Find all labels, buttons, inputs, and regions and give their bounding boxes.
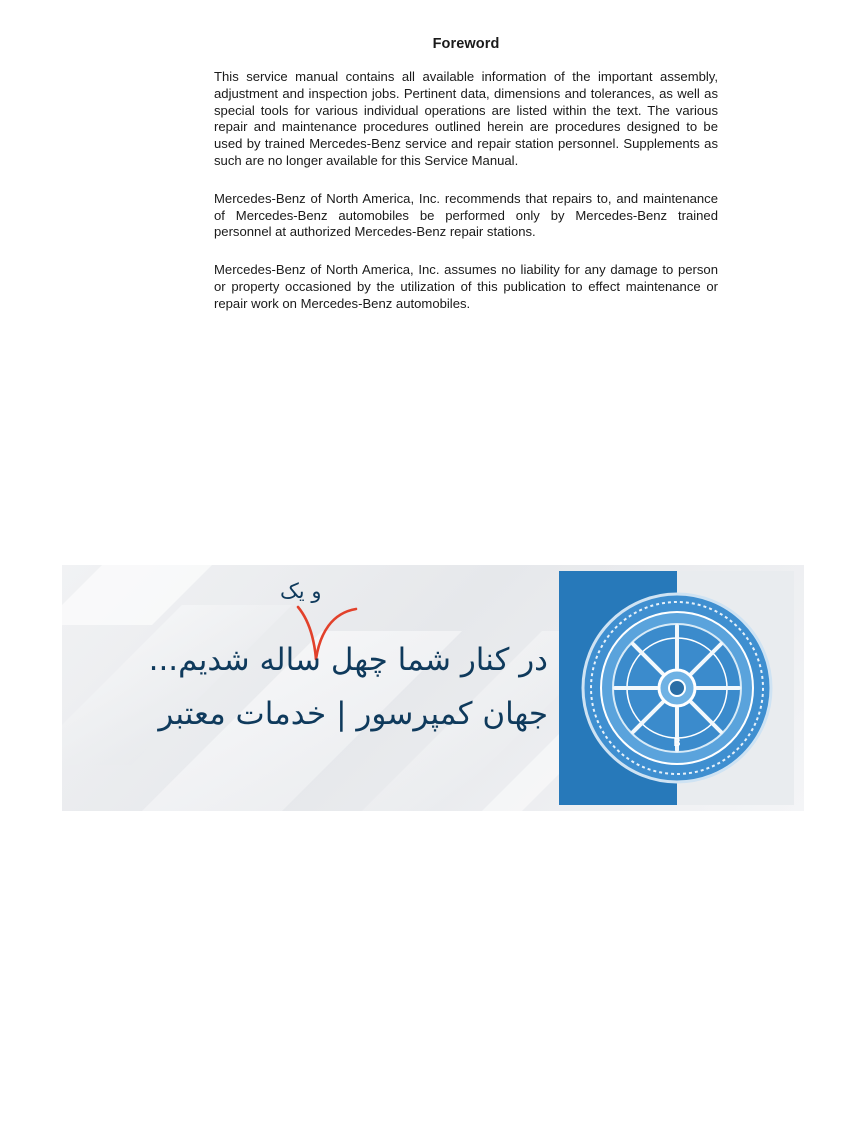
banner-line-2: جهان کمپرسور | خدمات معتبر bbox=[158, 696, 548, 732]
logo-letter: B bbox=[673, 736, 681, 749]
advertisement-banner[interactable] bbox=[62, 565, 804, 811]
banner-tag-text: و یک bbox=[280, 579, 322, 603]
foreword-title: Foreword bbox=[432, 36, 500, 52]
foreword-paragraph-2: Mercedes-Benz of North America, Inc. recommends that repairs to, and maintenance of Mercedes-Benz automobiles be performed only by Mercedes-Benz trained personnel at authorized Mercedes-Benz repair stations. bbox=[214, 190, 718, 240]
compressor-wheel-icon bbox=[559, 571, 794, 805]
banner-line-1: در کنار شما چهل ساله شدیم... bbox=[148, 642, 548, 678]
banner-headline bbox=[128, 633, 548, 741]
foreword-paragraph-3: Mercedes-Benz of North America, Inc. assumes no liability for any damage to person or property occasioned by the utilization of this publication to effect maintenance or repair work on Mercedes-Benz automobiles. bbox=[214, 262, 718, 311]
foreword-section bbox=[214, 36, 718, 334]
foreword-paragraph-1: This service manual contains all available information of the important assembly, adjustment and inspection jobs. Pertinent data, dimensions and tolerances, as well as special tools for various individual operations are listed within the text. The various repair and maintenance procedures outlined herein are procedures designed to be used by trained Mercedes-Benz service and repair station personnel. Supplements as such are no longer available for this Service Manual. bbox=[214, 69, 718, 168]
